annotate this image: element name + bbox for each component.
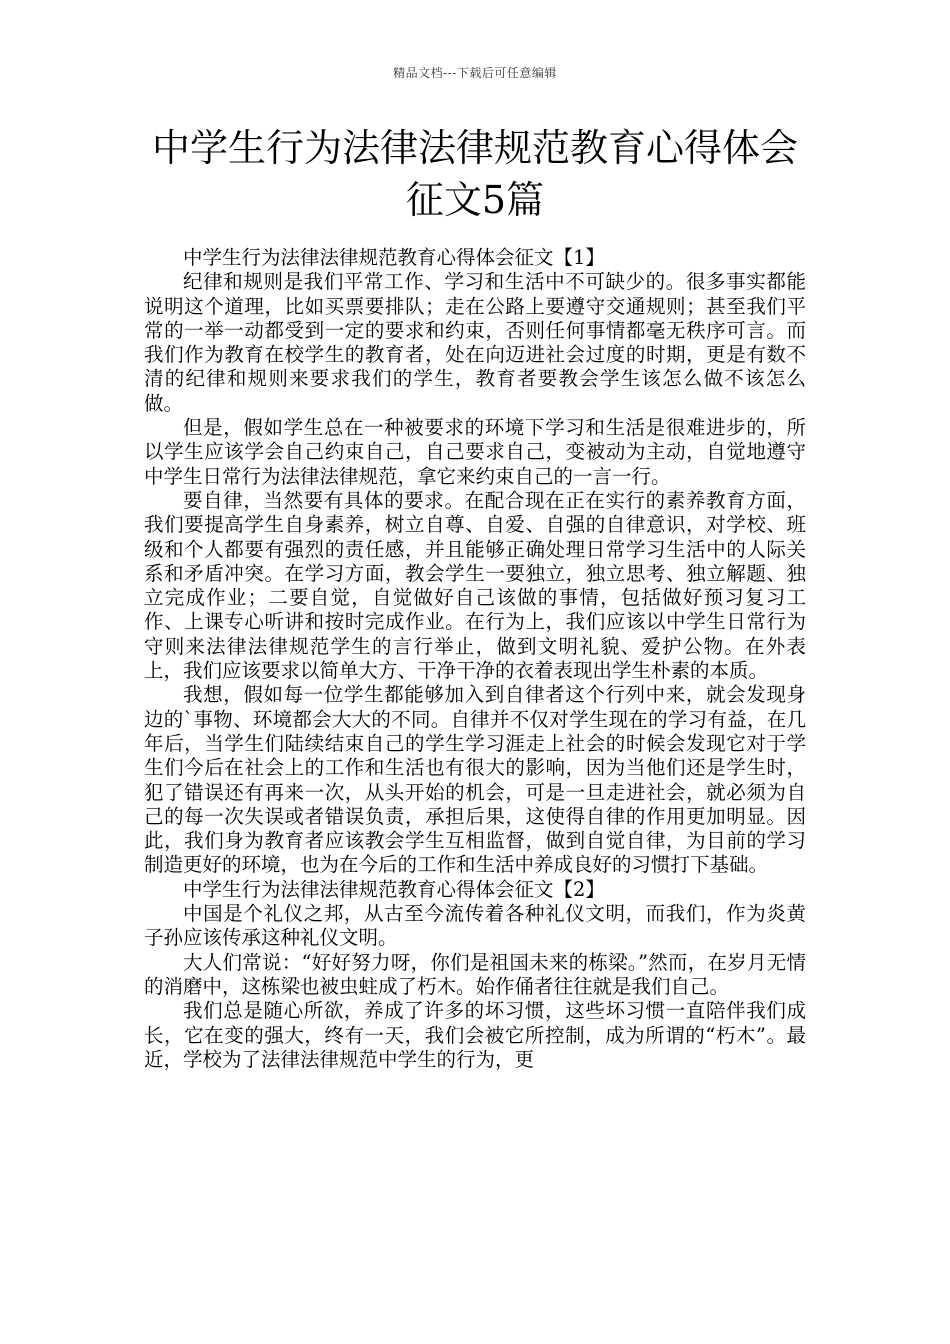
paragraph: 要自律，当然要有具体的要求。在配合现在正在实行的素养教育方面，我们要提高学生自身素养，树立自尊、自爱、自强的自律意识，对学校、班级和个人都要有强烈的责任感，并且能够正确处理日常学习生活中的人际关系和矛盾冲突。在学习方面，教会学生一要独立，独立思考、独立解题、独立完成作业；二要自觉，自觉做好自己该做的事情，包括做好预习复习工作、上课专心听讲和按时完成作业。在行为上，我们应该以中学生日常行为守则来法律法律规范学生的言行举止，做到文明礼貌、爱护公物。在外表上，我们应该要求以简单大方、干净干净的衣着表现出学生朴素的本质。 [144,488,806,683]
document-title: 中学生行为法律法律规范教育心得体会征文5篇 [151,126,798,222]
header-note: 精品文档---下载后可任意编辑 [393,66,557,80]
paragraph: 我们总是随心所欲，养成了许多的坏习惯，这些坏习惯一直陪伴我们成长，它在变的强大，终有一天，我们会被它所控制，成为所谓的“朽木”。最近，学校为了法律法律规范中学生的行为，更 [144,999,806,1071]
section-heading-1: 中学生行为法律法律规范教育心得体会征文【1】 [183,246,605,269]
section-heading-2: 中学生行为法律法律规范教育心得体会征文【2】 [183,877,605,901]
paragraph: 但是，假如学生总在一种被要求的环境下学习和生活是很难进步的，所以学生应该学会自己约束自己，自己要求自己，变被动为主动，自觉地遵守中学生日常行为法律法律规范，拿它来约束自己的一言一行。 [144,416,806,488]
paragraph: 大人们常说：“好好努力呀，你们是祖国未来的栋梁。”然而，在岁月无情的消磨中，这栋梁也被虫蛀成了朽木。始作俑者往往就是我们自己。 [144,950,806,998]
paragraph: 纪律和规则是我们平常工作、学习和生活中不可缺少的。很多事实都能说明这个道理，比如买票要排队；走在公路上要遵守交通规则；甚至我们平常的一举一动都受到一定的要求和约束，否则任何事情都毫无秩序可言。而我们作为教育在校学生的教育者，处在向迈进社会过度的时期，更是有数不清的纪律和规则来要求我们的学生，教育者要教会学生该怎么做不该怎么做。 [144,270,806,415]
paragraph: 我想，假如每一位学生都能够加入到自律者这个行列中来，就会发现身边的`事物、环境都会大大的不同。自律并不仅对学生现在的学习有益，在几年后，当学生们陆续结束自己的学生学习涯走上社会的时候会发现它对于学生们今后在社会上的工作和生活也有很大的影响，因为当他们还是学生时，犯了错误还有再来一次，从头开始的机会，可是一旦走进社会，就必须为自己的每一次失误或者错误负责，承担后果，这使得自律的作用更加明显。因此，我们身为教育者应该教会学生互相监督，做到自觉自律，为目前的学习制造更好的环境，也为在今后的工作和生活中养成良好的习惯打下基础。 [144,683,806,877]
document-body [144,246,806,1072]
paragraph: 中国是个礼仪之邦，从古至今流传着各种礼仪文明，而我们，作为炎黄子孙应该传承这种礼仪文明。 [144,902,806,950]
